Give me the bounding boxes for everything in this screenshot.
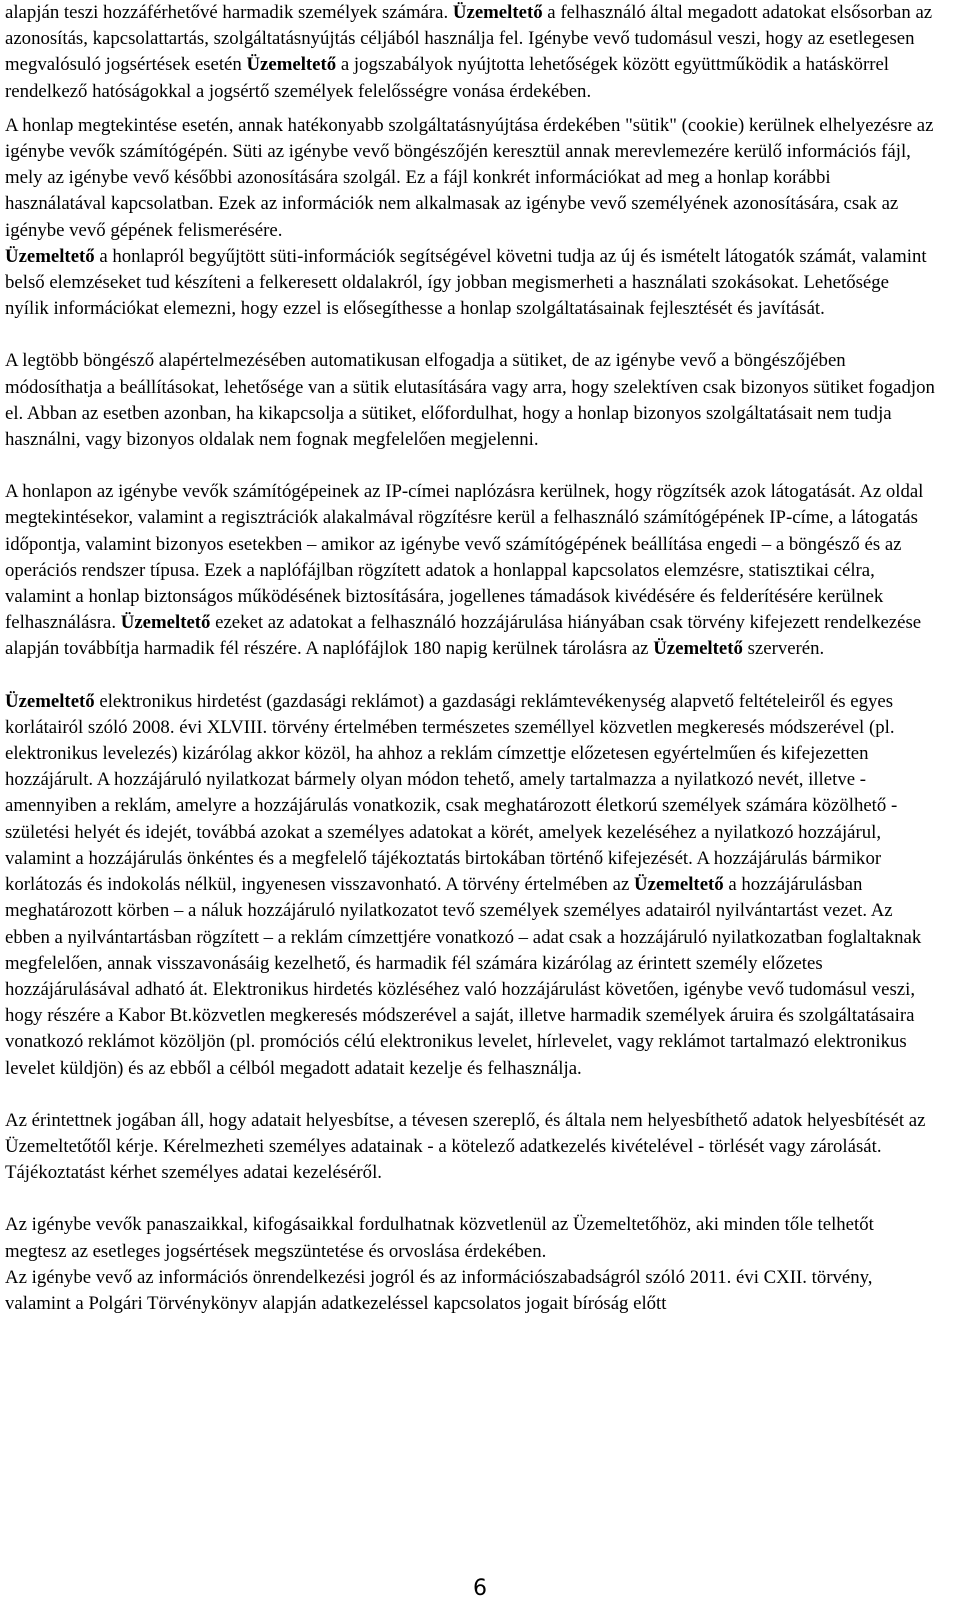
paragraph-ip-logging: [5, 479, 935, 662]
operator-term: Üzemeltető: [5, 690, 95, 712]
document-page: [5, 0, 935, 1317]
operator-term: Üzemeltető: [653, 638, 743, 660]
text-run: A honlap megtekintése esetén, annak hatékonyabb szolgáltatásnyújtása érdekében "sütik" (cookie) kerülnek elhelyezésre az igénybe vevők számítógépén. Süti az igénybe vevő böngészőjén keresztül annak merevlemezére kerülő információs fájl, mely az igénybe vevő későbbi azonosítására szolgál. Ez a fájl konkrét információkat ad meg a honlap korábbi használatával kapcsolatban. Ezek az információk nem alkalmasak az igénybe vevő személyének azonosítására, csak az igénybe vevő gépének felismerésére.: [5, 114, 934, 241]
text-run: A legtöbb böngésző alapértelmezésében automatikusan elfogadja a sütiket, de az igénybe vevő a böngészőjében módosíthatja a beállításokat, lehetősége van a sütik elutasítására vagy arra, hogy szelektíven csak bizonyos sütiket fogadjon el. Abban az esetben azonban, ha kikapcsolja a sütiket, előfordulhat, hogy a honlap bizonyos szolgáltatásait nem tudja használni, vagy bizonyos oldalak nem fognak megfelelően megjelenni.: [5, 350, 935, 451]
text-run: a honlapról begyűjtött süti-információk segítségével követni tudja az új és ismételt látogatók számát, valamint belső elemzéseket tud készíteni a felkeresett oldalakról, így jobban megismerheti a használati szokásokat. Lehetősége nyílik információkat elemezni, hogy ezzel is elősegíthesse a honlap szolgáltatásainak fejlesztését és javítását.: [5, 245, 927, 320]
paragraph-data-sharing: [5, 0, 935, 105]
text-run: szerverén.: [742, 638, 825, 660]
paragraph-data-rights: [5, 1108, 935, 1187]
paragraph-spacer: [5, 663, 935, 689]
page-number: 6: [473, 1576, 487, 1601]
text-run: Az igénybe vevők panaszaikkal, kifogásaikkal fordulhatnak közvetlenül az Üzemeltetőhöz, aki minden tőle telhetőt megtesz az esetleges jogsértések megszüntetése és orvoslása érdekében.: [5, 1214, 874, 1262]
text-run: Az érintettnek jogában áll, hogy adatait helyesbítse, a tévesen szereplő, és általa nem helyesbíthető adatok helyesbítését az Üzemeltetőtől kérje. Kérelmezheti személyes adatainak - a kötelező adatkezelés kivételével - törlését vagy zárolását. Tájékoztatást kérhet személyes adatai kezeléséről.: [5, 1109, 926, 1184]
paragraph-spacer: [5, 453, 935, 479]
text-run: a hozzájárulásban meghatározott körben – a náluk hozzájáruló nyilatkozatot tevő személyek személyes adatairól nyilvántartást vezet. Az ebben a nyilvántartásban rögzített – a reklám címzettjére vonatkozó – adat csak a hozzájáruló nyilatkozatban foglaltaknak megfelelően, annak visszavonásáig kezelhető, és harmadik fél számára kizárólag az érintett személy előzetes hozzájárulásával adható át. Elektronikus hirdetés közléséhez való hozzájárulást követően, igénybe vevő tudomásul veszi, hogy részére a Kabor Bt.közvetlen megkeresés módszerével a saját, illetve harmadik személyek áruira és szolgáltatásaira vonatkozó reklámot közöljön (pl. promóciós célú elektronikus levelet, hírlevelet, vagy reklámot tartalmazó elektronikus levelet küldjön) és az ebből a célból megadott adatait kezelje és felhasználja.: [5, 874, 922, 1079]
text-run: alapján teszi hozzáférhetővé harmadik személyek számára.: [5, 2, 453, 23]
operator-term: Üzemeltető: [452, 2, 543, 23]
text-run: Az igénybe vevő az információs önrendelkezési jogról és az információszabadságról szóló 2011. évi CXII. törvény, valamint a Polgári Törvénykönyv alapján adatkezeléssel kapcsolatos jogait bíróság előtt: [5, 1266, 873, 1314]
paragraph-advertising: [5, 689, 935, 1082]
operator-term: Üzemeltető: [246, 54, 337, 76]
text-run: a felhasználó által megadott adatokat elsősorban az azonosítás, kapcsolattartás, szolgáltatásnyújtás céljából használja fel. Igénybe vevő tudomásul veszi, hogy az esetlegesen megvalósuló jogsértések esetén: [5, 2, 933, 76]
text-run: a jogszabályok nyújtotta lehetőségek között együttműködik a hatáskörrel rendelkező hatóságokkal a jogsértő személyek felelősségre vonása érdekében.: [5, 54, 890, 102]
paragraph-spacer: [5, 1082, 935, 1108]
text-run: A honlapon az igénybe vevők számítógépeinek az IP-címei naplózásra kerülnek, hogy rögzítsék azok látogatását. Az oldal megtekintésekor, valamint a regisztrációk alakalmával rögzítésre kerül a felhasználó számítógépének IP-címe, a látogatás időpontja, valamint bizonyos esetekben – amikor az igénybe vevő számítógépének beállítása engedi – a böngésző és az operációs rendszer típusa. Ezek a naplófájlban rögzített adatok a honlappal kapcsolatos elemzésre, statisztikai célra, valamint a honlap biztonságos működésének biztosítására, jogellenes támadások kivédésére és felderítésére kerülnek felhasználásra.: [5, 481, 924, 634]
operator-term: Üzemeltető: [5, 245, 95, 267]
paragraph-cookie-usage: [5, 244, 935, 323]
paragraph-browser-settings: [5, 348, 935, 453]
operator-term: Üzemeltető: [634, 874, 724, 896]
text-run: ezeket az adatokat a felhasználó hozzájárulása hiányában csak törvény kifejezett rendelkezése alapján továbbítja harmadik fél részére. A naplófájlok 180 napig kerülnek tárolásra az: [5, 612, 922, 660]
paragraph-spacer: [5, 1186, 935, 1212]
paragraph-cookies: [5, 113, 935, 244]
paragraph-complaints: [5, 1212, 935, 1264]
paragraph-spacer: [5, 322, 935, 348]
paragraph-legal-remedies: [5, 1265, 935, 1317]
text-run: elektronikus hirdetést (gazdasági reklámot) a gazdasági reklámtevékenység alapvető feltételeiről és egyes korlátairól szóló 2008. évi XLVIII. törvény értelmében természetes személlyel közvetlen megkeresés módszerével (pl. elektronikus levelezés) kizárólag akkor közöl, ha ahhoz a reklám címzettje előzetesen egyértelműen és kifejezetten hozzájárult. A hozzájáruló nyilatkozat bármely olyan módon tehető, amely tartalmazza a nyilatkozó nevét, illetve - amennyiben a reklám, amelyre a hozzájárulás vonatkozik, csak meghatározott életkorú személyek számára közölhető - születési helyét és idejét, továbbá azokat a személyes adatokat a körét, amelyek kezeléséhez a nyilatkozó hozzájárul, valamint a hozzájárulás önkéntes és a megfelelő tájékoztatás birtokában történő kifejezését. A hozzájárulás bármikor korlátozás és indokolás nélkül, ingyenesen visszavonható. A törvény értelmében az: [5, 690, 898, 896]
paragraph-spacer: [5, 105, 935, 113]
operator-term: Üzemeltető: [120, 612, 211, 634]
